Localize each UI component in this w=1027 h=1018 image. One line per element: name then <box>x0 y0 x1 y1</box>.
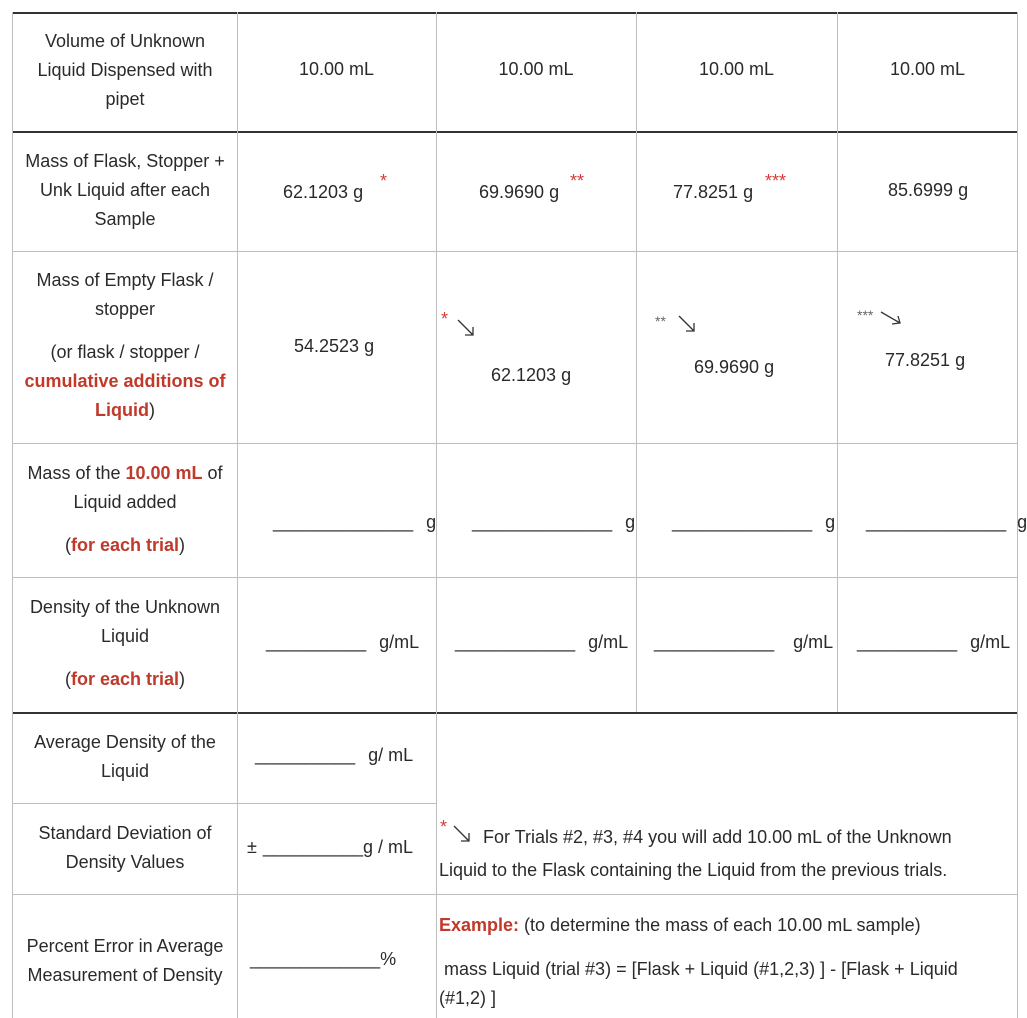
col-divider-3 <box>636 12 637 712</box>
mass-flask-liquid-label <box>12 147 238 234</box>
mass-added-blank-3[interactable] <box>672 512 835 533</box>
unit-label: g/mL <box>793 632 834 652</box>
row-divider-4 <box>12 577 1018 578</box>
example-label: Example: <box>439 915 520 935</box>
formula-line-2: (#1,2) ] <box>439 988 497 1008</box>
blank-line: __________ <box>857 632 958 652</box>
unit-label: g <box>1017 512 1027 532</box>
blank-line: ______________ <box>273 512 414 532</box>
volume-label-line: pipet <box>105 89 145 109</box>
plus-minus-sign: ± <box>247 837 257 857</box>
mass-empty-value-2: 62.1203 g <box>491 365 572 385</box>
label-line: Percent Error in Average <box>26 936 224 956</box>
stdev-blank[interactable] <box>247 837 413 858</box>
unit-label: g/mL <box>970 632 1011 652</box>
marker-star-2: ** <box>655 313 666 329</box>
mass-empty-value-4: 77.8251 g <box>885 350 966 370</box>
label-line: Mass of Flask, Stopper + <box>25 151 225 171</box>
percent-blank[interactable] <box>250 949 396 970</box>
row-divider-6 <box>12 803 437 804</box>
label-line <box>12 531 238 560</box>
table-top-border <box>12 12 1018 14</box>
mass-flask-liquid-value-3: 77.8251 g <box>673 182 754 202</box>
unit-label: % <box>380 949 397 969</box>
label-line <box>12 459 238 488</box>
label-line: Sample <box>94 209 156 229</box>
blank-line: ____________ <box>654 632 775 652</box>
unit-label: g / mL <box>363 837 414 857</box>
label-line: Liquid added <box>73 492 177 512</box>
blank-line: __________ <box>266 632 367 652</box>
stdev-label <box>12 819 238 877</box>
label-line <box>12 665 238 694</box>
example-line <box>439 910 921 940</box>
average-blank[interactable] <box>255 745 413 766</box>
density-label <box>12 593 238 694</box>
density-blank-3[interactable] <box>654 632 833 653</box>
label-paren: ) <box>179 535 186 555</box>
label-red-word: Liquid <box>95 400 149 420</box>
label-line: Liquid <box>100 626 150 646</box>
blank-line: _____________ <box>250 949 381 969</box>
label-line <box>12 396 238 425</box>
label-paren: ) <box>179 669 186 689</box>
volume-label-line: Liquid Dispensed with <box>37 60 213 80</box>
density-blank-1[interactable] <box>266 632 419 653</box>
row-divider-1 <box>12 131 1018 133</box>
marker-star-1: * <box>380 171 388 191</box>
arrow-down-right-icon <box>879 309 905 327</box>
label-line: Density Values <box>65 852 185 872</box>
example-text: (to determine the mass of each 10.00 mL sample) <box>519 915 921 935</box>
label-red-text: for each trial <box>70 535 180 555</box>
label-text: Mass of the <box>27 463 126 483</box>
label-line-red: cumulative additions of <box>24 371 226 391</box>
blank-line: __________ <box>262 837 363 857</box>
label-line: Density of the Unknown <box>29 597 221 617</box>
unit-label: g <box>426 512 437 532</box>
unit-label: g/ mL <box>368 745 414 765</box>
mass-added-label <box>12 459 238 560</box>
label-line: Standard Deviation of <box>38 823 212 843</box>
mass-flask-liquid-value-2: 69.9690 g <box>479 182 560 202</box>
arrow-down-right-icon <box>677 314 699 336</box>
label-red-text: for each trial <box>70 669 180 689</box>
average-label <box>12 728 238 786</box>
note-line-2: Liquid to the Flask containing the Liquid from the previous trials. <box>439 860 948 880</box>
label-line: stopper <box>94 299 156 319</box>
mass-added-blank-2[interactable] <box>472 512 635 533</box>
label-line: Unk Liquid after each <box>39 180 211 200</box>
unit-label: g/mL <box>588 632 629 652</box>
row-divider-2 <box>12 251 1018 252</box>
label-text: of <box>202 463 223 483</box>
mass-flask-liquid-value-1: 62.1203 g <box>283 182 364 202</box>
note-star: * <box>440 817 448 837</box>
unit-label: g/mL <box>379 632 420 652</box>
arrow-down-right-icon <box>456 318 478 340</box>
label-line: Average Density of the <box>34 732 216 752</box>
row-divider-5 <box>12 712 1018 714</box>
unit-label: g <box>625 512 636 532</box>
mass-flask-liquid-value-4: 85.6999 g <box>888 180 969 200</box>
blank-line: ____________ <box>455 632 576 652</box>
row-divider-7 <box>12 894 1018 895</box>
col-divider-4 <box>837 12 838 712</box>
volume-label-line: Volume of Unknown <box>44 31 206 51</box>
marker-star-3: *** <box>765 171 787 191</box>
unit-label: g <box>825 512 836 532</box>
density-blank-4[interactable] <box>857 632 1010 653</box>
volume-value-1: 10.00 mL <box>298 59 375 79</box>
arrow-down-right-icon <box>452 824 474 846</box>
label-red-text: 10.00 mL <box>125 463 203 483</box>
volume-label <box>12 27 238 114</box>
row-divider-3 <box>12 443 1018 444</box>
mass-empty-value-3: 69.9690 g <box>694 357 775 377</box>
marker-star-2: ** <box>570 171 585 191</box>
volume-value-2: 10.00 mL <box>498 59 574 79</box>
volume-value-4: 10.00 mL <box>889 59 966 79</box>
blank-line: __________ <box>255 745 356 765</box>
mass-empty-value-1: 54.2523 g <box>294 336 375 356</box>
formula-line-1: mass Liquid (trial #3) = [Flask + Liquid (#1,2,3) ] - [Flask + Liquid <box>444 959 958 979</box>
marker-star-3: *** <box>857 307 874 323</box>
label-line: Measurement of Density <box>27 965 223 985</box>
density-blank-2[interactable] <box>455 632 628 653</box>
mass-empty-label <box>12 266 238 425</box>
label-close-paren: ) <box>148 400 155 420</box>
mass-added-blank-4[interactable] <box>866 512 1027 533</box>
label-line: (or flask / stopper / <box>50 342 200 362</box>
mass-added-blank-1[interactable] <box>273 512 436 533</box>
note-line-1: For Trials #2, #3, #4 you will add 10.00 mL of the Unknown <box>483 827 952 847</box>
volume-value-3: 10.00 mL <box>698 59 775 79</box>
label-line: Mass of Empty Flask / <box>36 270 214 290</box>
marker-star-1: * <box>441 309 449 329</box>
label-paren: ( <box>64 669 71 689</box>
blank-line: ______________ <box>472 512 613 532</box>
blank-line: ______________ <box>672 512 813 532</box>
label-paren: ( <box>64 535 71 555</box>
blank-line: ______________ <box>866 512 1007 532</box>
percent-label <box>12 932 238 990</box>
label-line: Liquid <box>100 761 150 781</box>
